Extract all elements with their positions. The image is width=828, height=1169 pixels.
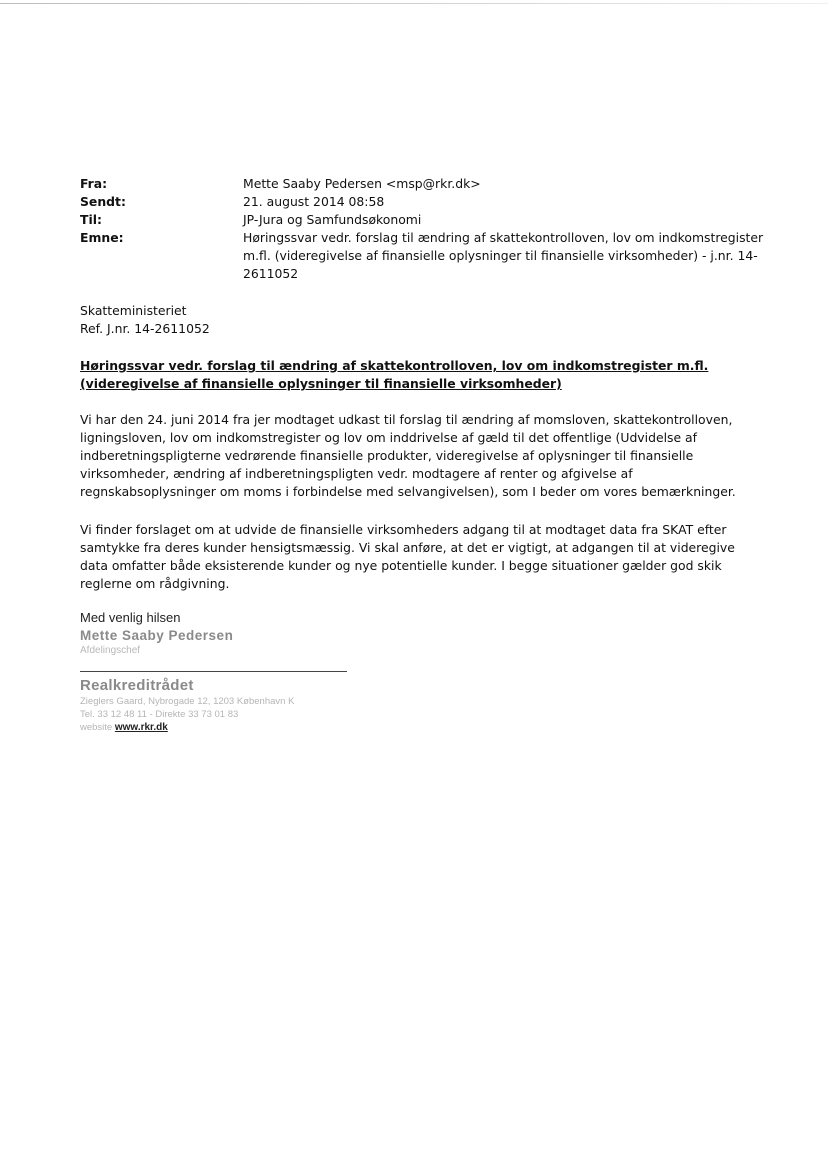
- page-top-border: [0, 3, 828, 4]
- signature-website-row: [80, 722, 168, 733]
- recipient-ref: Ref. J.nr. 14-2611052: [80, 321, 210, 336]
- to-label: Til:: [80, 212, 102, 227]
- body-paragraph-2: Vi finder forslaget om at udvide de finansielle virksomheders adgang til at modtaget data fra SKAT efter samtykke fra deres kunder hensigtsmæssig. Vi skal anføre, at det er vigtigt, at adgangen til at videregive data omfatter både eksisterende kunder og nye potentielle kunder. I begge situationer gælder god skik reglerne om rådgivning.: [80, 522, 735, 591]
- signature-address: Zieglers Gaard, Nybrogade 12, 1203 København K: [80, 696, 295, 707]
- signature-divider: [80, 671, 347, 672]
- from-label: Fra:: [80, 176, 108, 191]
- website-label: website: [80, 722, 113, 733]
- to-value: JP-Jura og Samfundsøkonomi: [243, 212, 422, 227]
- website-link[interactable]: www.rkr.dk: [114, 722, 168, 733]
- signature-phone: Tel. 33 12 48 11 - Direkte 33 73 01 83: [80, 709, 239, 720]
- signature-title: Afdelingschef: [80, 645, 141, 656]
- recipient-name: Skatteministeriet: [80, 303, 187, 318]
- sent-value: 21. august 2014 08:58: [243, 194, 385, 209]
- body-paragraph-1: Vi har den 24. juni 2014 fra jer modtaget udkast til forslag til ændring af momsloven, skattekontrolloven, ligningsloven, lov om indkomstregister og lov om inddrivelse af gæld til det offentlige (Udvidelse af indberetningspligterne vedrørende finansielle produkter, videregivelse af oplysninger til finansielle virksomheder, ændring af indberetningspligten vedr. modtagere af renter og afgivelse af regnskabsoplysninger om moms i forbindelse med selvangivelsen), som I beder om vores bemærkninger.: [80, 412, 736, 499]
- subject-value: Høringssvar vedr. forslag til ændring af skattekontrolloven, lov om indkomstregister m.fl. (videregivelse af finansielle oplysninger til finansielle virksomheder) - j.nr. 14-2611052: [243, 230, 764, 281]
- signature-name: Mette Saaby Pedersen: [80, 628, 234, 643]
- signature-organization: Realkreditrådet: [80, 677, 194, 694]
- recipient-block: [80, 302, 760, 338]
- subject-label: Emne:: [80, 230, 124, 245]
- letter-subject-heading: Høringssvar vedr. forslag til ændring af skattekontrolloven, lov om indkomstregister m.fl. (videregivelse af finansielle oplysninger til finansielle virksomheder): [80, 358, 709, 391]
- from-value: Mette Saaby Pedersen <msp@rkr.dk>: [243, 176, 481, 191]
- sent-label: Sendt:: [80, 194, 126, 209]
- signature-greeting: Med venlig hilsen: [80, 610, 181, 625]
